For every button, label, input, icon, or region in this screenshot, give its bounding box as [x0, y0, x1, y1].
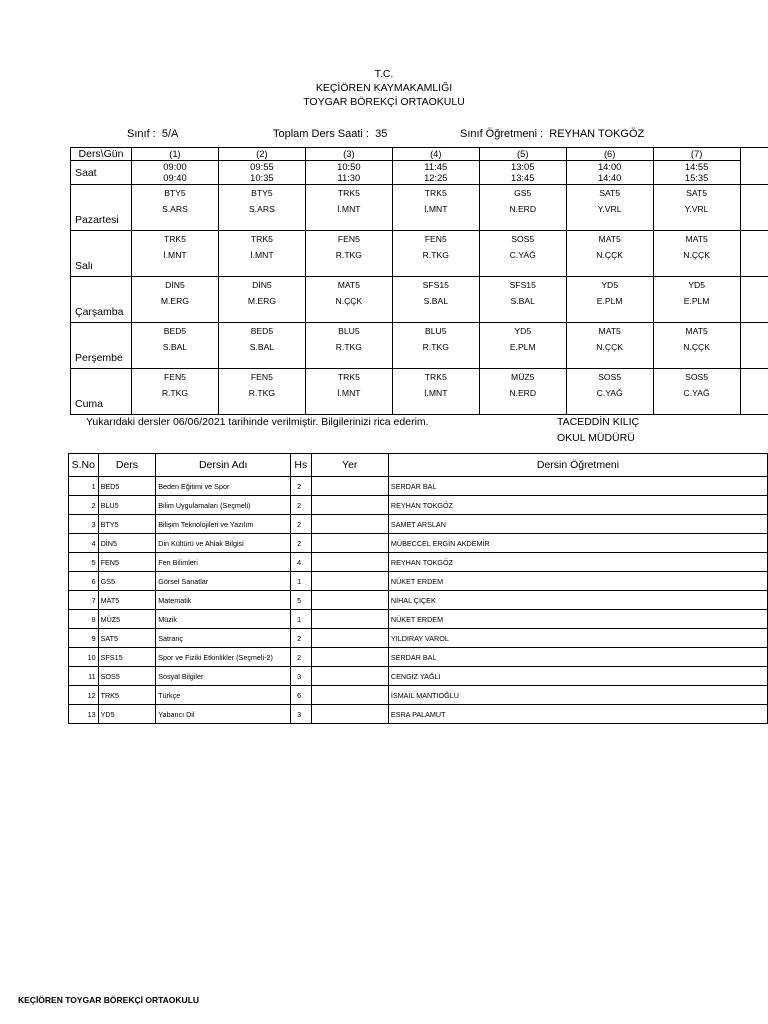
slot-start: 09:55: [250, 161, 274, 172]
lesson-teacher: R.TKG: [422, 342, 449, 352]
slot-number: (6): [566, 148, 653, 161]
lesson-cell: [131, 369, 218, 415]
day-tuesday: Salı: [71, 231, 132, 277]
lesson-cell: [566, 231, 653, 277]
lesson-code: SOS5: [511, 234, 535, 244]
day-monday: Pazartesi: [71, 185, 132, 231]
row-teacher: İSMAİL MANTIOĞLU: [388, 686, 767, 705]
row-code: SFS15: [98, 648, 156, 667]
row-no: 4: [69, 534, 99, 553]
lesson-teacher: C.YAĞ: [683, 388, 710, 398]
lesson-code: TRK5: [337, 188, 360, 198]
lesson-teacher: N.ÇÇK: [683, 342, 710, 352]
slot-start: 10:50: [337, 161, 361, 172]
table-row: [69, 629, 768, 648]
lesson-teacher: N.ERD: [509, 388, 537, 398]
issue-note: Yukarıdaki dersler 06/06/2021 tarihinde verilmiştir. Bilgilerinizi rica ederim.: [86, 416, 429, 428]
slot-number: (1): [131, 148, 218, 161]
lesson-code: FEN5: [424, 234, 447, 244]
lesson-code: TRK5: [337, 372, 360, 382]
row-no: 12: [69, 686, 99, 705]
slot-time: [479, 161, 566, 185]
slot-end: 13:45: [511, 172, 535, 183]
row-no: 7: [69, 591, 99, 610]
row-hours: 5: [291, 591, 311, 610]
lesson-teacher: İ.MNT: [337, 204, 361, 214]
lesson-code: MÜZ5: [511, 372, 535, 382]
lesson-teacher: C.YAĞ: [596, 388, 623, 398]
lesson-code: BTY5: [251, 188, 273, 198]
slot-start: 13:05: [511, 161, 535, 172]
lesson-teacher: M.ERG: [247, 296, 276, 306]
teacher-label: Sınıf Öğretmeni :: [460, 128, 544, 140]
lesson-teacher: S.ARS: [249, 204, 275, 214]
lesson-code: SFS15: [509, 280, 536, 290]
row-hours: 2: [291, 496, 311, 515]
row-hours: 6: [291, 686, 311, 705]
header-line-2: KEÇİÖREN KAYMAKAMLIĞI: [315, 82, 453, 94]
time-label: Saat: [71, 161, 132, 185]
row-no: 11: [69, 667, 99, 686]
row-code: MAT5: [98, 591, 156, 610]
row-no: 8: [69, 610, 99, 629]
row-name: Spor ve Fiziki Etkinlikler (Seçmeli-2): [156, 648, 291, 667]
lesson-code: SAT5: [686, 188, 708, 198]
slot-time: [566, 161, 653, 185]
hours-value: 35: [375, 128, 388, 140]
lesson-teacher: Y.VRL: [597, 204, 622, 214]
row-name: Fen Bilimleri: [156, 553, 291, 572]
lesson-cell: [131, 277, 218, 323]
row-name: Satranç: [156, 629, 291, 648]
lesson-cell: [653, 185, 740, 231]
row-name: Görsel Sanatlar: [156, 572, 291, 591]
slot-end: 10:35: [250, 172, 274, 183]
table-row: [69, 553, 768, 572]
lesson-teacher: C.YAĞ: [509, 250, 536, 260]
lesson-cell: [218, 323, 305, 369]
lesson-code: MAT5: [598, 326, 621, 336]
corner-header: Ders\Gün: [71, 148, 132, 161]
lesson-cell: [566, 323, 653, 369]
header-teacher: Dersin Öğretmeni: [388, 454, 767, 477]
lesson-code: SOS5: [598, 372, 622, 382]
table-row: [69, 477, 768, 496]
slot-end: 14:40: [597, 172, 622, 183]
row-place: [311, 534, 388, 553]
lesson-teacher: R.TKG: [335, 342, 362, 352]
row-name: Matematik: [156, 591, 291, 610]
lesson-teacher: İ.MNT: [163, 250, 187, 260]
lesson-code: MAT5: [685, 326, 708, 336]
lesson-code: FEN5: [250, 372, 273, 382]
table-row: [69, 515, 768, 534]
row-hours: 2: [291, 648, 311, 667]
slot-number: (4): [392, 148, 479, 161]
table-row: [69, 667, 768, 686]
slot-time: [653, 161, 740, 185]
row-hours: 2: [291, 629, 311, 648]
lesson-cell: [479, 323, 566, 369]
row-no: 2: [69, 496, 99, 515]
row-teacher: MÜBECCEL ERGİN AKDEMİR: [388, 534, 767, 553]
lesson-cell: [566, 369, 653, 415]
row-hours: 1: [291, 572, 311, 591]
slot-number: (3): [305, 148, 392, 161]
row-no: 13: [69, 705, 99, 724]
lesson-teacher: E.PLM: [509, 342, 536, 352]
row-place: [311, 477, 388, 496]
lesson-cell: [392, 369, 479, 415]
row-hours: 3: [291, 705, 311, 724]
lesson-code: DİN5: [252, 280, 272, 290]
class-value: 5/A: [161, 128, 179, 140]
slot-start: 11:45: [424, 161, 448, 172]
lesson-teacher: R.TKG: [335, 250, 362, 260]
row-place: [311, 515, 388, 534]
lesson-code: TRK5: [424, 188, 447, 198]
lesson-cell: [305, 277, 392, 323]
lesson-code: TRK5: [250, 234, 273, 244]
row-code: BLU5: [98, 496, 156, 515]
lesson-cell: [218, 369, 305, 415]
lesson-teacher: M.ERG: [160, 296, 190, 306]
row-no: 9: [69, 629, 99, 648]
row-code: MÜZ5: [98, 610, 156, 629]
slot-time: [218, 161, 305, 185]
row-place: [311, 705, 388, 724]
row-teacher: YILDIRAY VAROL: [388, 629, 767, 648]
row-name: Beden Eğitimi ve Spor: [156, 477, 291, 496]
lesson-cell: [479, 231, 566, 277]
lesson-teacher: N.ÇÇK: [596, 342, 624, 352]
lesson-teacher: N.ERD: [509, 204, 537, 214]
row-place: [311, 667, 388, 686]
row-teacher: REYHAN TOKGÖZ: [388, 553, 767, 572]
lesson-teacher: İ.MNT: [250, 250, 274, 260]
weekly-schedule: [70, 147, 768, 415]
slot-end: 11:30: [337, 172, 361, 183]
lesson-cell: [305, 323, 392, 369]
lesson-teacher: S.BAL: [423, 296, 448, 306]
lesson-code: MAT5: [685, 234, 708, 244]
slot-start: 14:55: [684, 161, 709, 172]
row-code: YD5: [98, 705, 156, 724]
row-place: [311, 591, 388, 610]
lesson-teacher: S.BAL: [249, 342, 275, 352]
row-place: [311, 610, 388, 629]
lesson-code: YD5: [688, 280, 705, 290]
lesson-code: DİN5: [165, 280, 185, 290]
row-place: [311, 553, 388, 572]
class-label: Sınıf :: [127, 128, 156, 140]
lesson-teacher: N.ÇÇK: [596, 250, 624, 260]
lesson-teacher: E.PLM: [596, 296, 623, 306]
lesson-teacher: İ.MNT: [424, 388, 448, 398]
lesson-cell: [392, 277, 479, 323]
header-name: Dersin Adı: [156, 454, 291, 477]
row-teacher: NÜKET ERDEM: [388, 610, 767, 629]
hours-label: Toplam Ders Saati :: [273, 128, 369, 140]
lesson-cell: [566, 185, 653, 231]
day-thursday: Perşembe: [71, 323, 132, 369]
lesson-cell: [218, 277, 305, 323]
row-name: Bilim Uygulamaları (Seçmeli): [156, 496, 291, 515]
slot-start: 14:00: [597, 161, 622, 172]
table-row: [69, 591, 768, 610]
lesson-cell: [479, 277, 566, 323]
lesson-teacher: N.ÇÇK: [335, 296, 363, 306]
teacher-value: REYHAN TOKGÖZ: [549, 128, 645, 140]
row-name: Bilişim Teknolojileri ve Yazılım: [156, 515, 291, 534]
principal-name: TACEDDİN KILIÇ: [557, 416, 640, 428]
table-row: [69, 534, 768, 553]
lesson-cell: [653, 231, 740, 277]
lesson-teacher: E.PLM: [683, 296, 710, 306]
lesson-cell: [305, 185, 392, 231]
header-line-3: TOYGAR BÖREKÇİ ORTAOKULU: [303, 96, 465, 108]
header-no: S.No: [69, 454, 99, 477]
row-hours: 2: [291, 534, 311, 553]
header-place: Yer: [311, 454, 388, 477]
header-line-1: T.C.: [374, 68, 394, 80]
row-no: 10: [69, 648, 99, 667]
table-row: [69, 686, 768, 705]
row-code: GS5: [98, 572, 156, 591]
lesson-cell: [305, 231, 392, 277]
slot-end: 15:35: [684, 172, 709, 183]
lesson-code: YD5: [601, 280, 619, 290]
lesson-cell: [392, 231, 479, 277]
row-place: [311, 686, 388, 705]
row-name: Sosyal Bilgiler: [156, 667, 291, 686]
lesson-code: BED5: [163, 326, 187, 336]
slot-start: 09:00: [163, 161, 187, 172]
table-row: [69, 572, 768, 591]
lesson-teacher: Y.VRL: [684, 204, 709, 214]
slot-number: (7): [653, 148, 740, 161]
slot-number: (5): [479, 148, 566, 161]
subjects-table: [68, 453, 768, 724]
row-place: [311, 629, 388, 648]
row-code: SOS5: [98, 667, 156, 686]
row-place: [311, 572, 388, 591]
teacher-info: [460, 128, 644, 140]
lesson-code: SAT5: [599, 188, 621, 198]
row-name: Türkçe: [156, 686, 291, 705]
row-code: BTY5: [98, 515, 156, 534]
lesson-cell: [566, 277, 653, 323]
row-teacher: REYHAN TOKGÖZ: [388, 496, 767, 515]
lesson-code: TRK5: [163, 234, 186, 244]
row-name: Yabancı Dil: [156, 705, 291, 724]
row-teacher: SERDAR BAL: [388, 477, 767, 496]
row-code: DİN5: [98, 534, 156, 553]
principal-title: OKUL MÜDÜRÜ: [557, 432, 635, 444]
lesson-cell: [131, 231, 218, 277]
lesson-teacher: S.BAL: [162, 342, 188, 352]
hours-info: [273, 128, 387, 140]
slot-end: 09:40: [163, 172, 187, 183]
row-place: [311, 648, 388, 667]
subjects-header-row: [69, 454, 768, 477]
lesson-code: YD5: [514, 326, 532, 336]
row-name: Din Kültürü ve Ahlak Bilgisi: [156, 534, 291, 553]
day-wednesday: Çarşamba: [71, 277, 132, 323]
slot-number: (2): [218, 148, 305, 161]
lesson-cell: [653, 323, 740, 369]
lesson-cell: [479, 185, 566, 231]
footer-school-name: KEÇİÖREN TOYGAR BÖREKÇİ ORTAOKULU: [18, 995, 200, 1005]
row-hours: 2: [291, 515, 311, 534]
lesson-cell: [479, 369, 566, 415]
table-row: [69, 610, 768, 629]
lesson-teacher: R.TKG: [248, 388, 276, 398]
row-teacher: SERDAR BAL: [388, 648, 767, 667]
lesson-teacher: R.TKG: [161, 388, 189, 398]
lesson-code: BTY5: [164, 188, 186, 198]
lesson-teacher: R.TKG: [422, 250, 449, 260]
row-code: SAT5: [98, 629, 156, 648]
row-no: 1: [69, 477, 99, 496]
lesson-code: SFS15: [422, 280, 449, 290]
table-row: [69, 648, 768, 667]
row-code: TRK5: [98, 686, 156, 705]
day-friday: Cuma: [71, 369, 132, 415]
lesson-cell: [392, 185, 479, 231]
lesson-cell: [131, 185, 218, 231]
class-info: [127, 128, 178, 140]
row-code: BED5: [98, 477, 156, 496]
lesson-teacher: S.ARS: [162, 204, 188, 214]
lesson-cell: [653, 369, 740, 415]
slot-time: [305, 161, 392, 185]
lesson-cell: [218, 185, 305, 231]
lesson-code: FEN5: [337, 234, 360, 244]
lesson-teacher: S.BAL: [510, 296, 535, 306]
row-teacher: NÜKET ERDEM: [388, 572, 767, 591]
row-hours: 2: [291, 477, 311, 496]
lesson-cell: [653, 277, 740, 323]
lesson-teacher: İ.MNT: [424, 204, 448, 214]
lesson-code: FEN5: [163, 372, 186, 382]
lesson-cell: [218, 231, 305, 277]
lesson-code: SOS5: [685, 372, 709, 382]
row-teacher: CENGİZ YAĞLI: [388, 667, 767, 686]
row-teacher: SAMET ARSLAN: [388, 515, 767, 534]
lesson-code: BLU5: [338, 326, 360, 336]
lesson-cell: [131, 323, 218, 369]
row-no: 3: [69, 515, 99, 534]
slot-end: 12:25: [424, 172, 448, 183]
row-no: 5: [69, 553, 99, 572]
row-place: [311, 496, 388, 515]
lesson-code: BED5: [250, 326, 274, 336]
header-code: Ders: [98, 454, 156, 477]
lesson-teacher: N.ÇÇK: [683, 250, 710, 260]
lesson-code: MAT5: [337, 280, 360, 290]
lesson-code: BLU5: [425, 326, 447, 336]
lesson-code: MAT5: [598, 234, 621, 244]
lesson-cell: [392, 323, 479, 369]
row-hours: 3: [291, 667, 311, 686]
row-hours: 4: [291, 553, 311, 572]
slot-time: [392, 161, 479, 185]
lesson-code: GS5: [514, 188, 532, 198]
slot-time: [131, 161, 218, 185]
row-teacher: ESRA PALAMUT: [388, 705, 767, 724]
row-no: 6: [69, 572, 99, 591]
row-name: Müzik: [156, 610, 291, 629]
table-row: [69, 496, 768, 515]
row-hours: 1: [291, 610, 311, 629]
lesson-cell: [305, 369, 392, 415]
lesson-code: TRK5: [424, 372, 447, 382]
row-code: FEN5: [98, 553, 156, 572]
header-hours: Hs: [291, 454, 311, 477]
table-row: [69, 705, 768, 724]
row-teacher: NİHAL ÇİÇEK: [388, 591, 767, 610]
lesson-teacher: İ.MNT: [337, 388, 361, 398]
